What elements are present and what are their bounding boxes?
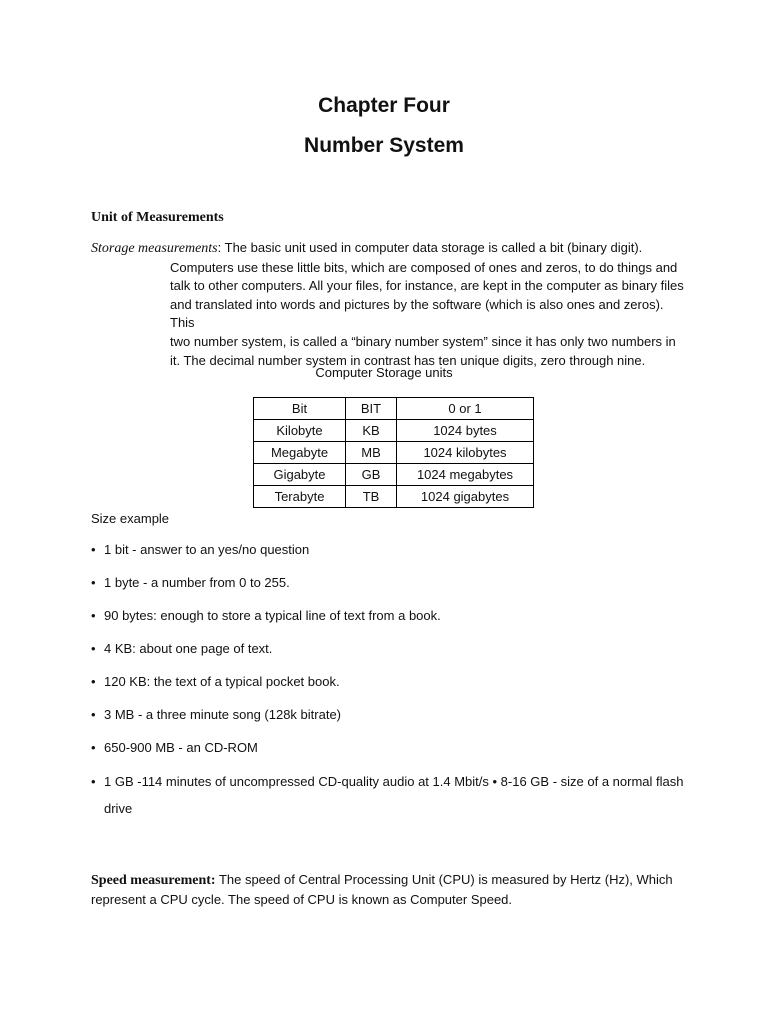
table-cell: Gigabyte [254, 464, 346, 486]
table-cell: Terabyte [254, 486, 346, 508]
storage-first-line [91, 239, 691, 259]
bullet-icon: • [91, 707, 96, 722]
table-cell: TB [346, 486, 397, 508]
table-cell: 1024 kilobytes [397, 442, 534, 464]
speed-lead: Speed measurement: [91, 873, 216, 888]
table-cell: 1024 megabytes [397, 464, 534, 486]
bullet-icon: • [91, 641, 96, 656]
list-item [91, 574, 711, 607]
list-item [91, 640, 711, 673]
table-row [254, 420, 534, 442]
storage-line: two number system, is called a “binary number system” since it has only two numbers in [170, 333, 676, 349]
storage-line: Computers use these little bits, which are composed of ones and zeros, to do things and [170, 259, 678, 275]
table-row [254, 442, 534, 464]
storage-lead: Storage measurements [91, 241, 218, 256]
list-item-text: 90 bytes: enough to store a typical line of text from a book. [104, 608, 441, 623]
size-example-list [91, 541, 711, 822]
list-item [91, 607, 711, 640]
table-caption: Computer Storage units [315, 365, 453, 380]
list-item-text: 4 KB: about one page of text. [104, 641, 273, 656]
storage-line: talk to other computers. All your files, for instance, are kept in the computer as binary files [170, 278, 684, 294]
list-item [91, 768, 711, 822]
list-item [91, 673, 711, 706]
storage-paragraph [91, 239, 691, 370]
table-cell: MB [346, 442, 397, 464]
page-title: Number System [304, 134, 464, 157]
section-heading: Unit of Measurements [91, 210, 224, 225]
table-row [254, 486, 534, 508]
list-item-text: 1 bit - answer to an yes/no question [104, 542, 310, 557]
size-example-heading: Size example [91, 511, 170, 526]
bullet-icon: • [91, 774, 96, 789]
table-cell: GB [346, 464, 397, 486]
table-cell: 1024 gigabytes [397, 486, 534, 508]
table-cell: 1024 bytes [397, 420, 534, 442]
storage-first-text: : The basic unit used in computer data storage is called a bit (binary digit). [217, 240, 643, 255]
table-cell: BIT [346, 398, 397, 420]
list-item-text: 3 MB - a three minute song (128k bitrate) [104, 707, 342, 722]
table-row [254, 464, 534, 486]
storage-units-table [253, 397, 534, 508]
table-cell: Megabyte [254, 442, 346, 464]
list-item-text: 1 GB -114 minutes of uncompressed CD-quality audio at 1.4 Mbit/s • 8-16 GB - size of a normal flash drive [104, 774, 684, 816]
table-cell: 0 or 1 [397, 398, 534, 420]
table-row [254, 398, 534, 420]
table-cell: Kilobyte [254, 420, 346, 442]
table-cell: Bit [254, 398, 346, 420]
bullet-icon: • [91, 542, 96, 557]
speed-text: The speed of Central Processing Unit (CPU) is measured by Hertz (Hz), Which represent a CPU cycle. The speed of CPU is known as Computer Speed. [91, 872, 673, 907]
list-item-text: 1 byte - a number from 0 to 255. [104, 575, 290, 590]
storage-line: and translated into words and pictures by the software (which is also ones and zeros). This [170, 296, 664, 331]
speed-paragraph [91, 871, 691, 909]
list-item-text: 650-900 MB - an CD-ROM [104, 740, 258, 755]
list-item [91, 706, 711, 739]
bullet-icon: • [91, 608, 96, 623]
chapter-heading: Chapter Four [318, 94, 450, 117]
list-item [91, 541, 711, 574]
bullet-icon: • [91, 575, 96, 590]
bullet-icon: • [91, 674, 96, 689]
storage-line: it. The decimal number system in contrast has ten unique digits, zero through nine. [170, 352, 646, 368]
table-cell: KB [346, 420, 397, 442]
bullet-icon: • [91, 740, 96, 755]
list-item-text: 120 KB: the text of a typical pocket book. [104, 674, 340, 689]
